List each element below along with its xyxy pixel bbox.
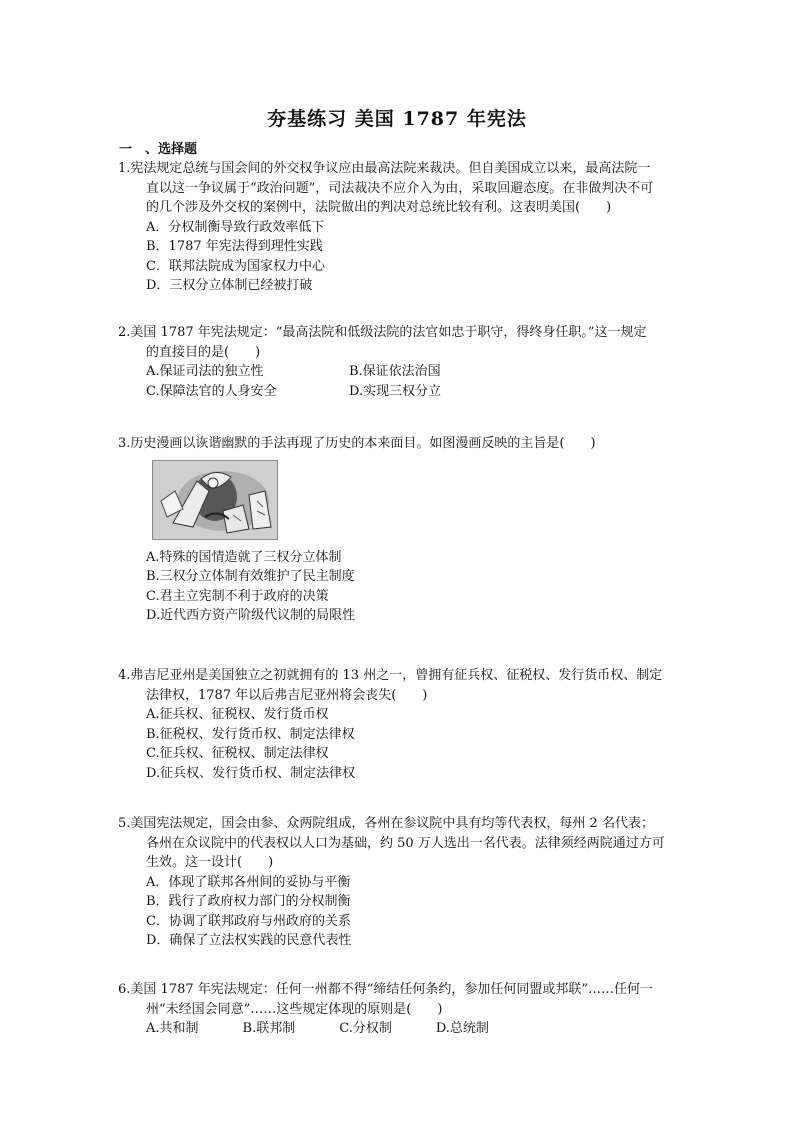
question-stem-line: 1.宪法规定总统与国会间的外交权争议应由最高法院来裁决。但自美国成立以来，最高法院一 (118, 161, 651, 176)
question-stem-line: 的直接目的是( ) (146, 344, 261, 360)
option-d: D．三权分立体制已经被打破 (146, 278, 313, 293)
option-b: B．1787 年宪法得到理性实践 (146, 239, 323, 254)
option-d: D.总统制 (435, 1021, 489, 1036)
page-title: 夯基练习 美国 1787 年宪法 (267, 108, 527, 130)
option-c: C.征兵权、征税权、制定法律权 (146, 746, 329, 761)
option-row (118, 382, 698, 402)
option-d: D.近代西方资产阶级代议制的局限性 (146, 608, 356, 623)
question-stem-line: 的几个涉及外交权的案例中，法院做出的判决对总统比较有利。这表明美国( ) (146, 200, 612, 215)
option-row (118, 362, 698, 382)
question-stem-line: 6.美国 1787 年宪法规定：任何一州都不得“缔结任何条约，参加任何同盟或邦联”……任何一 (118, 982, 654, 997)
question-2 (118, 323, 698, 401)
option-c: C．协调了联邦政府与州政府的关系 (146, 913, 351, 929)
section-heading: 一 、选择题 (119, 142, 198, 157)
option-b: B.征税权、发行货币权、制定法律权 (146, 726, 355, 742)
question-6 (118, 980, 698, 1039)
option-b: B．践行了政府权力部门的分权制衡 (146, 894, 351, 909)
question-1 (118, 159, 698, 296)
option-a: A．分权制衡导致行政效率低下 (146, 219, 325, 235)
option-c: C.君主立宪制不利于政府的决策 (146, 588, 329, 604)
cartoon-image (152, 460, 278, 540)
question-stem-line: 2.美国 1787 年宪法规定：“最高法院和低级法院的法官如忠于职守，得终身任职。”这一规定 (118, 325, 647, 340)
question-4 (118, 666, 698, 783)
option-a: A.征兵权、征税权、发行货币权 (146, 707, 329, 722)
option-d: D.实现三权分立 (349, 383, 442, 399)
question-stem-line: 4.弗吉尼亚州是美国独立之初就拥有的 13 州之一，曾拥有征兵权、征税权、发行货币权、制定 (118, 668, 663, 683)
option-a: A.保证司法的独立性 (146, 364, 264, 379)
cartoon-illustration (153, 461, 277, 539)
question-3 (118, 434, 698, 626)
question-stem-line: 生效。这一设计( ) (146, 855, 274, 870)
question-stem-line: 3.历史漫画以诙谐幽默的手法再现了历史的本来面目。如图漫画反映的主旨是( ) (118, 436, 596, 451)
option-c: C.保障法官的人身安全 (146, 383, 277, 399)
question-stem-line: 直以这一争议属于“政治问题”，司法裁决不应介入为由，采取回避态度。在非做判决不可 (146, 180, 654, 196)
question-stem-line: 5.美国宪法规定，国会由参、众两院组成，各州在参议院中具有均等代表权，每州 2 名代表； (118, 816, 654, 831)
option-a: A.共和制 (146, 1021, 199, 1036)
question-5 (118, 814, 698, 951)
question-stem-line: 法律权，1787 年以后弗吉尼亚州将会丧失( ) (146, 687, 428, 703)
option-a: A.特殊的国情造就了三权分立体制 (146, 549, 342, 565)
question-stem-line: 各州在众议院中的代表权以人口为基础，约 50 万人选出一名代表。法律须经两院通过方可 (146, 835, 665, 851)
option-b: B.三权分立体制有效维护了民主制度 (146, 569, 355, 584)
option-b: B.保证依法治国 (349, 364, 441, 379)
option-row (118, 1019, 698, 1039)
option-d: D．确保了立法权实践的民意代表性 (146, 933, 352, 948)
option-b: B.联邦制 (242, 1021, 296, 1036)
question-stem-line: 州“未经国会同意”……这些规定体现的原则是( ) (146, 1001, 443, 1017)
option-d: D.征兵权、发行货币权、制定法律权 (146, 765, 356, 781)
option-c: C.分权制 (339, 1021, 392, 1036)
option-a: A．体现了联邦各州间的妥协与平衡 (146, 874, 351, 890)
option-c: C．联邦法院成为国家权力中心 (146, 258, 325, 274)
